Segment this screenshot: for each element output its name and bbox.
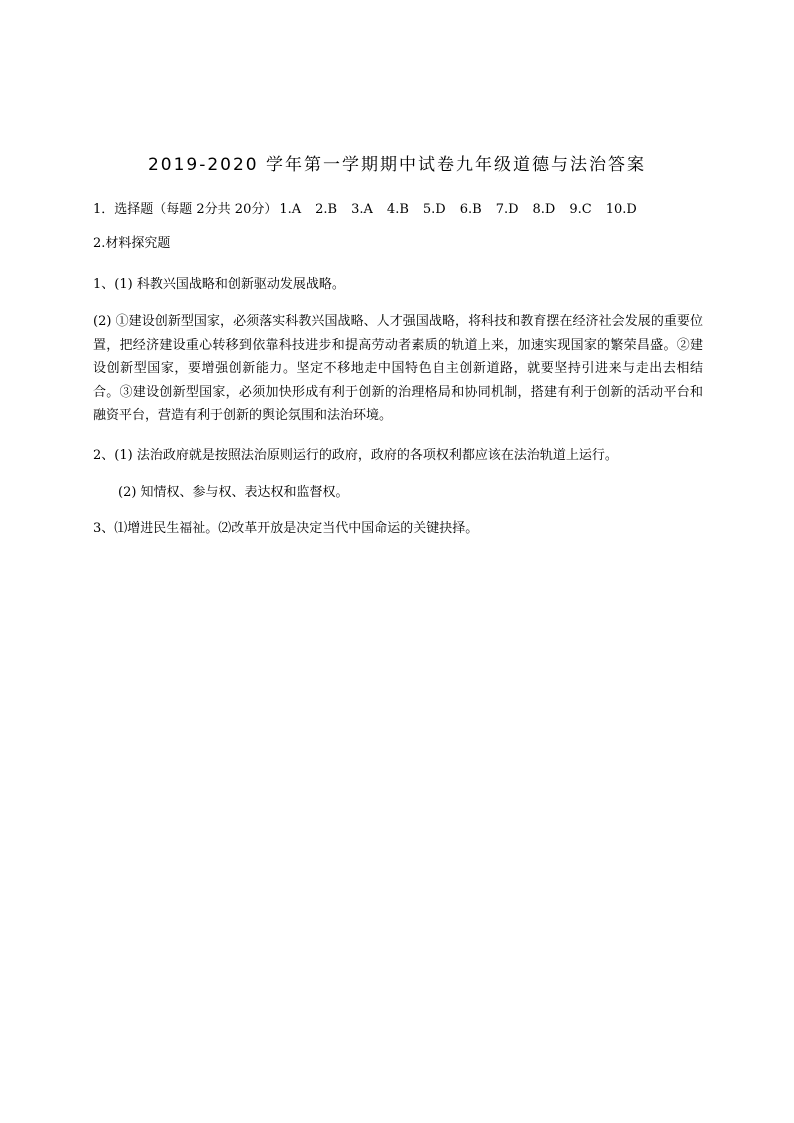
q2-part1-answer: 2、(1) 法治政府就是按照法治原则运行的政府，政府的各项权利都应该在法治轨道上运行。 — [93, 448, 618, 463]
choice-answer-7: 7.D — [495, 202, 519, 217]
choice-answer-1: 1.A — [279, 202, 302, 217]
choice-answer-4: 4.B — [386, 202, 409, 217]
q2-part2-answer: (2) 知情权、参与权、表达权和监督权。 — [118, 485, 349, 500]
q1-part1-answer: 1、(1) 科教兴国战略和创新驱动发展战略。 — [93, 277, 345, 292]
choice-answer-8: 8.D — [532, 202, 556, 217]
q3-answer: 3、⑴增进民生福祉。⑵改革开放是决定当代中国命运的关键抉择。 — [93, 521, 479, 536]
choice-answer-5: 5.D — [422, 202, 446, 217]
q1-part2-answer: (2) ①建设创新型国家，必须落实科教兴国战略、人才强国战略，将科技和教育摆在经济社会发展的重要位置，把经济建设重心转移到依靠科技进步和提高劳动者素质的轨道上来，加速实现国家的繁荣昌盛。②建设创新型国家，要增强创新能力。坚定不移地走中国特色自主创新道路，就要坚持引进来与走出去相结合。③建设创新型国家，必须加快形成有利于创新的治理格局和协同机制，搭建有利于创新的活动平台和融资平台，营造有利于创新的舆论氛围和法治环境。 — [93, 314, 703, 423]
choice-answer-10: 10.D — [605, 202, 637, 217]
choice-label: 1．选择题（每题 2分共 20分） — [93, 202, 278, 217]
choice-answers-line — [93, 199, 637, 221]
choice-answer-9: 9.C — [569, 202, 592, 217]
document-title: 2019-2020 学年第一学期期中试卷九年级道德与法治答案 — [147, 155, 647, 175]
choice-answer-6: 6.B — [459, 202, 482, 217]
choice-answer-3: 3.A — [351, 202, 373, 217]
choice-answer-2: 2.B — [315, 202, 338, 217]
section2-heading: 2.材料探究题 — [93, 236, 171, 251]
